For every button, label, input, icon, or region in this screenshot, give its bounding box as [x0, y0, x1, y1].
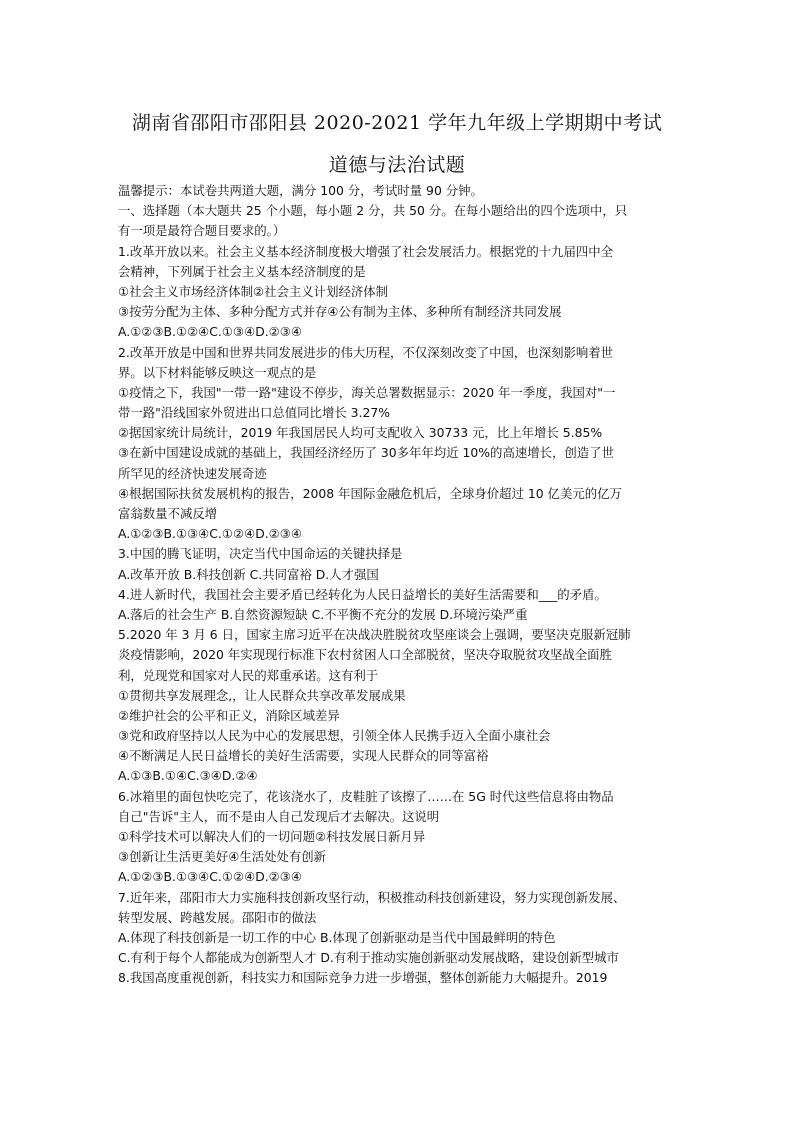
text-line: 7.近年来，邵阳市大力实施科技创新攻坚行动，积极推动科技创新建设，努力实现创新发展、 [118, 889, 626, 905]
text-line: A.落后的社会生产 B.自然资源短缺 C.不平衡不充分的发展 D.环境污染严重 [118, 606, 528, 622]
text-line: ①社会主义市场经济体制②社会主义计划经济体制 [118, 283, 389, 299]
text-line: 自己"告诉"主人，而不是由人自己发现后才去解决。这说明 [118, 808, 440, 824]
text-line: 3.中国的腾飞证明，决定当代中国命运的关键抉择是 [118, 546, 403, 562]
text-line: ③创新让生活更美好④生活处处有创新 [118, 849, 327, 865]
text-line: ①贯彻共享发展理念,，让人民群众共享改革发展成果 [118, 687, 406, 703]
text-line: 8.我国高度重视创新，科技实力和国际竞争力进一步增强，整体创新能力大幅提升。2019 [118, 970, 608, 986]
text-line: 利，兑现党和国家对人民的郑重承诺。这有利于 [118, 667, 379, 683]
text-line: ③在新中国建设成就的基础上，我国经济经历了 30多年年均近 10%的高速增长，创造了世 [118, 445, 614, 461]
text-line: A.①②③B.①③④C.①②④D.②③④ [118, 869, 303, 885]
text-line: A.改革开放 B.科技创新 C.共同富裕 D.人才强国 [118, 566, 379, 582]
text-line: ①科学技术可以解决人们的一切问题②科技发展日新月异 [118, 829, 426, 844]
text-line: A.①②③B.①②④C.①③④D.②③④ [118, 324, 303, 340]
text-line: A.①③B.①④C.③④D.②④ [118, 768, 258, 784]
text-line: A.体现了科技创新是一切工作的中心 B.体现了创新驱动是当代中国最鲜明的特色 [118, 929, 556, 945]
text-line: 温馨提示：本试卷共两道大题，满分 100 分，考试时量 90 分钟。 [118, 183, 483, 198]
text-line: A.①②③B.①③④C.①②④D.②③④ [118, 526, 303, 542]
text-line: ④根据国际扶贫发展机构的报告，2008 年国际金融危机后，全球身价超过 10 亿美元的亿万 [118, 485, 622, 501]
text-line: 6.冰箱里的面包快吃完了，花该浇水了，皮鞋脏了该擦了……在 5G 时代这些信息将由物品 [118, 788, 614, 804]
text-line: 4.进人新时代，我国社会主要矛盾已经转化为人民日益增长的美好生活需要和___的矛盾。 [118, 586, 607, 602]
text-line: 带一路"沿线国家外贸进出口总值同比增长 3.27% [118, 405, 391, 421]
text-line: 炎疫情影响，2020 年实现现行标准下农村贫困人口全部脱贫，坚决夺取脱贫攻坚战全面胜 [118, 647, 612, 663]
text-line: 1.改革开放以来。社会主义基本经济制度极大增强了社会发展活力。根据党的十九届四中全 [118, 243, 614, 259]
exam-body [118, 181, 678, 989]
text-line: ③党和政府坚持以人民为中心的发展思想，引领全体人民携手迈入全面小康社会 [118, 728, 551, 744]
text-line: ③按劳分配为主体、多种分配方式并存④公有制为主体、多种所有制经济共同发展 [118, 304, 562, 320]
exam-title: 湖南省邵阳市邵阳县 2020-2021 学年九年级上学期期中考试 [131, 112, 663, 134]
text-line: 转型发展、跨越发展。邵阳市的做法 [118, 909, 317, 925]
text-line: C.有利于每个人都能成为创新型人才 D.有利于推动实施创新驱动发展战略，建设创新型城市 [118, 950, 619, 966]
text-line: 有一项是最符合题目要求的。） [118, 223, 286, 239]
text-line: ②维护社会的公平和正义，消除区域差异 [118, 707, 340, 723]
exam-subtitle: 道德与法治试题 [328, 154, 466, 176]
text-line: 会精神，下列属于社会主义基本经济制度的是 [118, 263, 366, 279]
text-line: 界。以下材料能够反映这一观点的是 [118, 364, 317, 380]
text-line: 一、选择题（本大题共 25 个小题，每小题 2 分，共 50 分。在每小题给出的四个选项中，只 [118, 203, 628, 219]
text-line: 所罕见的经济快速发展奇迹 [118, 465, 267, 481]
text-line: ②据国家统计局统计，2019 年我国居民人均可支配收入 30733 元，比上年增长 5.85% [118, 425, 603, 441]
text-line: ①疫情之下，我国"一带一路"建设不停步，海关总署数据显示：2020 年一季度，我国对"一 [118, 384, 616, 400]
text-line: 2.改革开放是中国和世界共同发展进步的伟大历程，不仅深刻改变了中国，也深刻影响着世 [118, 344, 614, 360]
text-line: ④不断满足人民日益增长的美好生活需要，实现人民群众的同等富裕 [118, 748, 489, 764]
text-line: 5.2020 年 3 月 6 日，国家主席习近平在决战决胜脱贫攻坚座谈会上强调，要坚决克服新冠肺 [118, 627, 631, 643]
text-line: 富翁数量不减反增 [118, 506, 218, 521]
